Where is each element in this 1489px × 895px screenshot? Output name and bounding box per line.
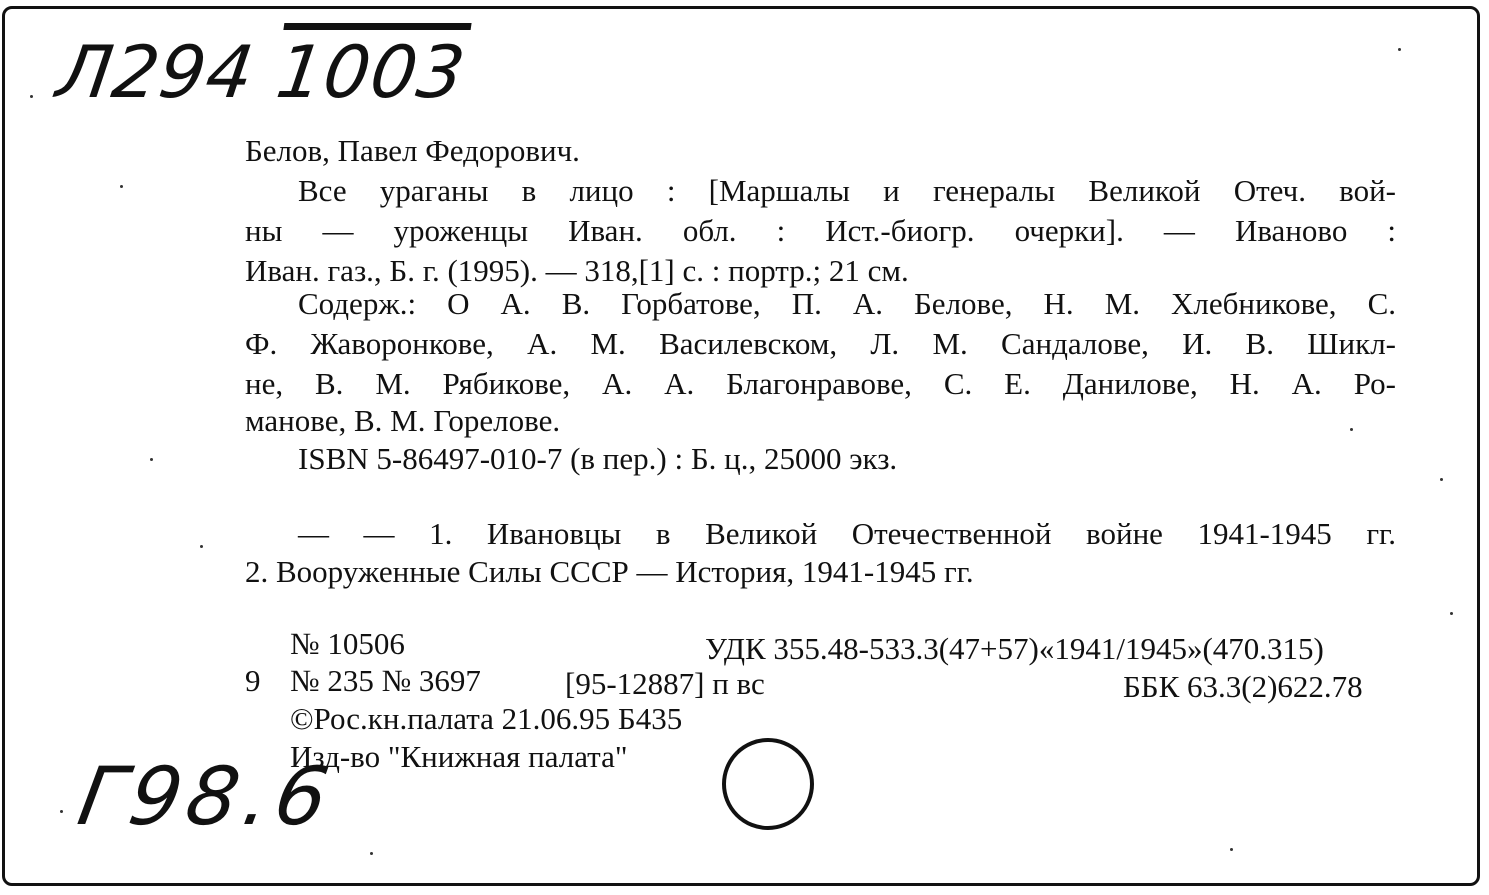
scan-speck (200, 545, 203, 548)
scan-speck (1398, 48, 1401, 51)
scan-speck (1450, 612, 1453, 615)
isbn-line: ISBN 5-86497-010-7 (в пер.) : Б. ц., 25000 экз. (298, 441, 898, 476)
subjects-line-2: 2. Вооруженные Силы СССР — История, 1941-1945 гг. (245, 554, 974, 589)
title-line-1: Все ураганы в лицо : [Маршалы и генералы Великой Отеч. вой- (298, 173, 1396, 208)
scan-speck (60, 810, 63, 813)
contents-line-4: манове, В. М. Горелове. (245, 403, 561, 438)
handwritten-shelfmark (52, 30, 471, 114)
scan-speck (1350, 428, 1353, 431)
shelfmark-over: 1003 (271, 30, 471, 114)
contents-line-3: не, В. М. Рябикове, А. А. Благонравове, С. Е. Данилове, Н. А. Ро- (245, 366, 1396, 401)
stamp-circle (722, 738, 814, 830)
subjects-line-1: — — 1. Ивановцы в Великой Отечественной войне 1941-1945 гг. (298, 516, 1396, 551)
scan-speck (370, 852, 373, 855)
scan-speck (120, 185, 123, 188)
card-numbers: № 235 № 3697 (290, 663, 481, 698)
contents-line-2: Ф. Жаворонкове, А. М. Василевском, Л. М. Сандалове, И. В. Шикл- (245, 326, 1396, 361)
publisher-line: Изд-во "Книжная палата" (290, 739, 628, 774)
bbk-index: ББК 63.3(2)622.78 (1123, 669, 1363, 704)
author-heading: Белов, Павел Федорович. (245, 133, 580, 168)
scan-speck (150, 458, 153, 461)
handwritten-classmark: Г98.6 (71, 750, 341, 843)
record-number: № 10506 (290, 626, 405, 661)
copyright-line: ©Рос.кн.палата 21.06.95 Б435 (290, 701, 683, 736)
scan-speck (1440, 478, 1443, 481)
udk-index: УДК 355.48-533.3(47+57)«1941/1945»(470.315) (705, 631, 1324, 666)
scan-speck (1230, 848, 1233, 851)
order-number: [95-12887] п вс (565, 666, 765, 701)
title-line-3: Иван. газ., Б. г. (1995). — 318,[1] с. : портр.; 21 см. (245, 253, 909, 288)
row-prefix: 9 (245, 663, 261, 698)
shelfmark-main: Л294 (52, 30, 260, 114)
contents-line-1: Содерж.: О А. В. Горбатове, П. А. Белове, Н. М. Хлебникове, С. (298, 286, 1396, 321)
scan-speck (30, 95, 33, 98)
title-line-2: ны — уроженцы Иван. обл. : Ист.-биогр. очерки]. — Иваново : (245, 213, 1396, 248)
